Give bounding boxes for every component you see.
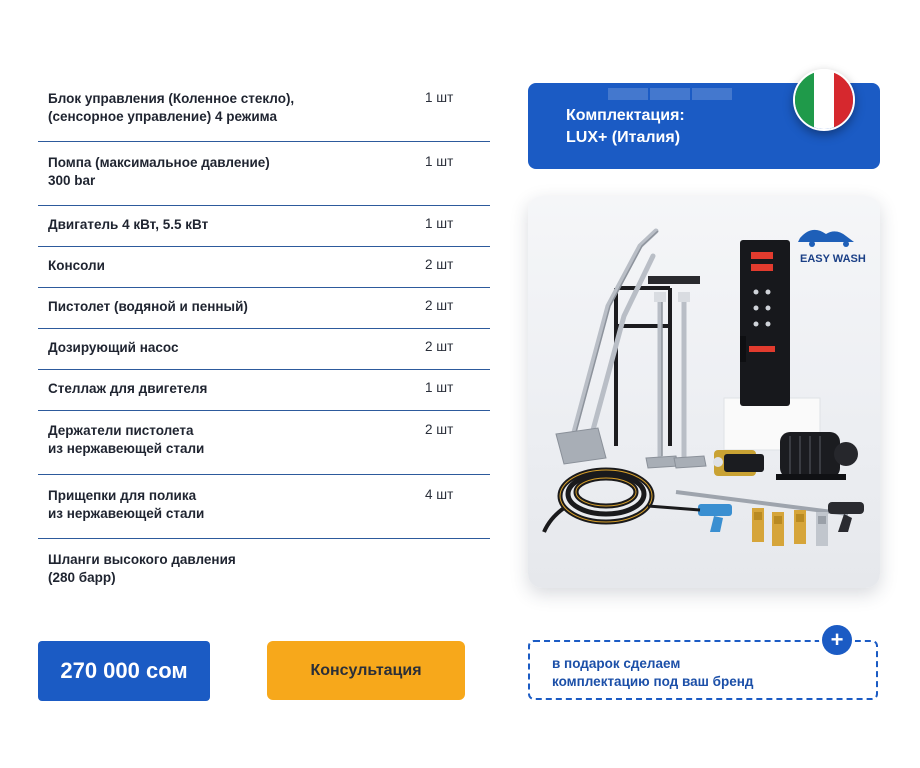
spec-row — [38, 475, 490, 539]
spec-name: Консоли — [48, 258, 105, 273]
spec-qty: 1 шт — [425, 90, 454, 105]
spec-name: Прищепки для полика из нержавеющей стали — [48, 488, 205, 521]
italy-flag-icon — [793, 69, 855, 131]
spec-row — [38, 142, 490, 206]
spec-qty: 1 шт — [425, 216, 454, 231]
consult-button[interactable]: Консультация — [267, 641, 465, 700]
spec-name: Стеллаж для двигетеля — [48, 381, 208, 396]
logo-text: EASY WASH — [800, 253, 866, 265]
spec-list — [38, 78, 490, 599]
spec-name: Пистолет (водяной и пенный) — [48, 299, 248, 314]
price-badge: 270 000 сом — [38, 641, 210, 701]
spec-row — [38, 370, 490, 411]
spec-name: Дозирующий насос — [48, 340, 179, 355]
set-banner-subtitle: LUX+ (Италия) — [566, 129, 681, 146]
spec-row — [38, 206, 490, 247]
spec-name: Двигатель 4 кВт, 5.5 кВт — [48, 217, 209, 232]
spec-row — [38, 78, 490, 142]
spec-qty: 2 шт — [425, 298, 454, 313]
spec-qty: 1 шт — [425, 154, 454, 169]
spec-row — [38, 411, 490, 475]
gift-line-1: в подарок сделаем — [552, 656, 681, 671]
plus-icon[interactable]: + — [822, 625, 852, 655]
spec-name: Держатели пистолета из нержавеющей стали — [48, 423, 205, 456]
spec-row — [38, 247, 490, 288]
spec-qty: 1 шт — [425, 380, 454, 395]
spec-name: Шланги высокого давления (280 барр) — [48, 552, 236, 585]
spec-qty: 2 шт — [425, 422, 454, 437]
equipment-illustration — [528, 196, 880, 588]
spec-row — [38, 329, 490, 370]
spec-qty: 4 шт — [425, 487, 454, 502]
spec-row — [38, 539, 490, 599]
spec-name: Помпа (максимальное давление) 300 bar — [48, 155, 270, 188]
spec-name: Блок управления (Коленное стекло), (сенсорное управление) 4 режима — [48, 91, 295, 124]
spec-qty: 2 шт — [425, 257, 454, 272]
banner-watermark: ▬▬▬ — [608, 65, 734, 109]
gift-line-2: комплектацию под ваш бренд — [552, 674, 754, 689]
spec-qty: 2 шт — [425, 339, 454, 354]
product-photo — [528, 196, 880, 588]
set-banner-title: Комплектация: — [566, 107, 685, 124]
spec-row — [38, 288, 490, 329]
easy-wash-logo — [798, 230, 866, 265]
